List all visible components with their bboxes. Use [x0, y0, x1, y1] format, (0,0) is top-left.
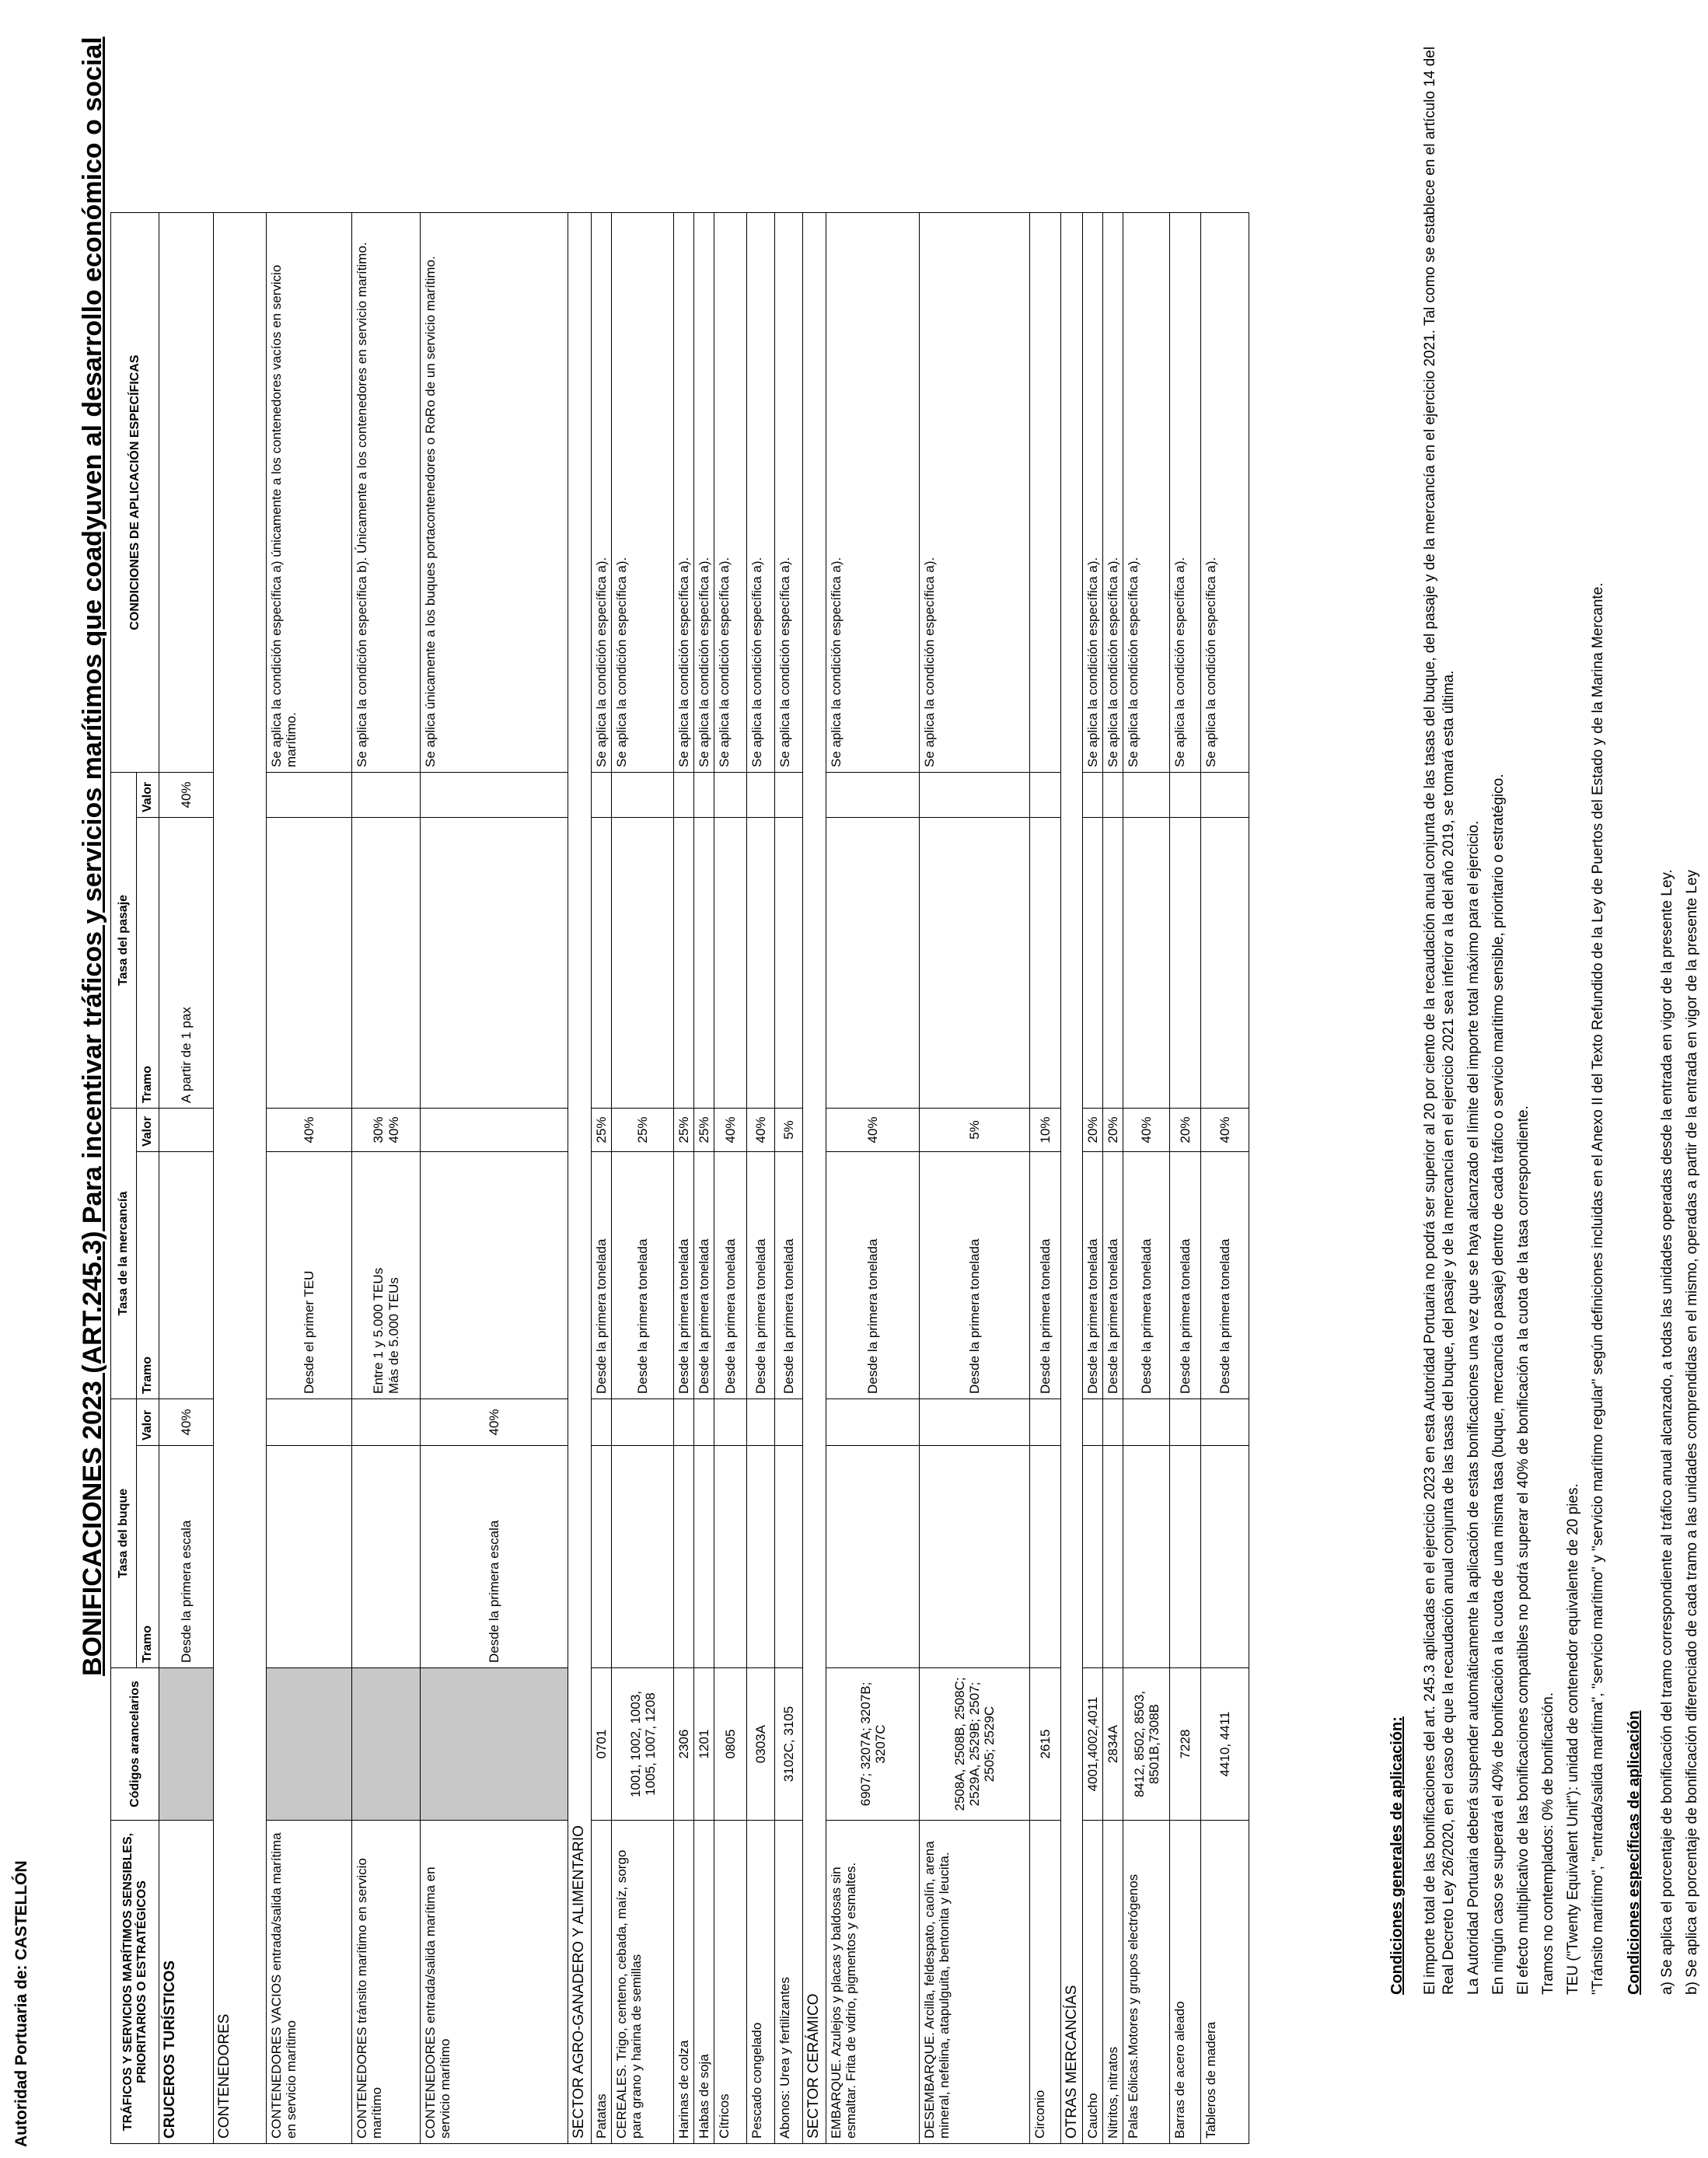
table-row [775, 213, 803, 2144]
pasaje-valor-cell [1030, 773, 1061, 818]
section-heading: OTRAS MERCANCÍAS [1061, 213, 1083, 2144]
label-cell: Barras de acero aleado [1170, 1821, 1201, 2144]
condiciones-cell: Se aplica la condición específica a). [920, 213, 1030, 773]
mercancia-tramo-cell: Entre 1 y 5.000 TEUs Más de 5.000 TEUs [352, 1152, 421, 1399]
buque-tramo-cell [747, 1446, 775, 1668]
buque-tramo-cell [826, 1446, 920, 1668]
buque-valor-cell [747, 1399, 775, 1446]
label-cell: CEREALES. Trigo, centeno, cebada, maíz, sorgo para grano y harina de semillas [612, 1821, 674, 2144]
pasaje-tramo-cell [352, 818, 421, 1109]
mercancia-tramo-cell: Desde la primera tonelada [1083, 1152, 1103, 1399]
condiciones-cell: Se aplica la condición específica a). [1201, 213, 1249, 773]
header-valor: Valor [137, 1109, 159, 1152]
pasaje-valor-cell [714, 773, 747, 818]
pasaje-valor-cell [1201, 773, 1249, 818]
table-row [1083, 213, 1103, 2144]
codes-cell: 1001, 1002, 1003, 1005, 1007, 1208 [612, 1668, 674, 1821]
label-cell: CONTENEDORES VACIOS entrada/salida marítima en servicio marítimo [267, 1821, 352, 2144]
pasaje-tramo-cell: A partir de 1 pax [159, 818, 214, 1109]
mercancia-valor-cell: 40% [714, 1109, 747, 1152]
table-row [159, 213, 214, 2144]
condiciones-cell: Se aplica la condición específica a). [826, 213, 920, 773]
table-row [920, 213, 1030, 2144]
buque-tramo-cell [714, 1446, 747, 1668]
table-body [159, 213, 1249, 2144]
buque-valor-cell [694, 1399, 714, 1446]
pasaje-tramo-cell [775, 818, 803, 1109]
pasaje-valor-cell [775, 773, 803, 818]
pasaje-tramo-cell [826, 818, 920, 1109]
header-tasa-pasaje: Tasa del pasaje [111, 773, 137, 1109]
label-cell: Circonio [1030, 1821, 1061, 2144]
label-cell: Harinas de colza [674, 1821, 694, 2144]
codes-cell: 4001,4002,4011 [1083, 1668, 1103, 1821]
pasaje-tramo-cell [421, 818, 568, 1109]
section-row [214, 213, 267, 2144]
buque-tramo-cell [612, 1446, 674, 1668]
mercancia-valor-cell: 25% [674, 1109, 694, 1152]
condiciones-cell: Se aplica la condición específica a). [1083, 213, 1103, 773]
mercancia-valor-cell: 20% [1083, 1109, 1103, 1152]
mercancia-tramo-cell [421, 1152, 568, 1399]
buque-tramo-cell [267, 1446, 352, 1668]
pasaje-tramo-cell [1123, 818, 1170, 1109]
condiciones-cell [159, 213, 214, 773]
general-condition-item: "Tránsito marítimo", "entrada/salida marítima", "servicio marítimo" y "servicio marítimo regular" según definiciones incluidas en el Anexo II del Texto Refundido de la Ley de Puertos del Estado y de la Marina Mercante. [1589, 582, 1606, 1995]
buque-tramo-cell [694, 1446, 714, 1668]
pasaje-valor-cell [1170, 773, 1201, 818]
buque-tramo-cell [1201, 1446, 1249, 1668]
buque-tramo-cell [1170, 1446, 1201, 1668]
specific-conditions-heading: Condiciones específicas de aplicación [1625, 1710, 1643, 1995]
table-row [674, 213, 694, 2144]
condiciones-cell: Se aplica la condición específica a). [592, 213, 612, 773]
condiciones-cell: Se aplica la condición específica a). [1170, 213, 1201, 773]
table-row [1103, 213, 1123, 2144]
mercancia-valor-cell: 40% [747, 1109, 775, 1152]
buque-valor-cell [920, 1399, 1030, 1446]
label-cell: Palas Eólicas.Motores y grupos electrógenos [1123, 1821, 1170, 2144]
buque-tramo-cell [674, 1446, 694, 1668]
table-row [747, 213, 775, 2144]
buque-valor-cell [612, 1399, 674, 1446]
label-cell: Tableros de madera [1201, 1821, 1249, 2144]
document-title: BONIFICACIONES 2023 (ART.245.3) Para incentivar tráficos y servicios marítimos que coadyuven al desarrollo económico o social [78, 37, 107, 1676]
section-row [803, 213, 826, 2144]
mercancia-tramo-cell: Desde la primera tonelada [747, 1152, 775, 1399]
header-traficos: TRÁFICOS Y SERVICIOS MARÍTIMOS SENSIBLES, PRIORITARIOS O ESTRATÉGICOS [111, 1821, 159, 2144]
mercancia-valor-cell: 5% [920, 1109, 1030, 1152]
codes-cell: 0303A [747, 1668, 775, 1821]
specific-condition-item: a) Se aplica el porcentaje de bonificación del tramo correspondiente al tráfico anual alcanzado, a todas las unidades operadas desde la entrada en vigor de la presente Ley. [1658, 869, 1675, 1995]
mercancia-tramo-cell: Desde la primera tonelada [592, 1152, 612, 1399]
mercancia-valor-cell: 10% [1030, 1109, 1061, 1152]
mercancia-valor-cell: 40% [267, 1109, 352, 1152]
mercancia-tramo-cell: Desde la primera tonelada [1170, 1152, 1201, 1399]
pasaje-tramo-cell [694, 818, 714, 1109]
section-heading: SECTOR AGRO-GANADERO Y ALIMENTARIO [568, 213, 592, 2144]
codes-cell [352, 1668, 421, 1821]
mercancia-valor-cell [159, 1109, 214, 1152]
buque-valor-cell: 40% [421, 1399, 568, 1446]
label-cell: Cítricos [714, 1821, 747, 2144]
mercancia-tramo-cell: Desde el primer TEU [267, 1152, 352, 1399]
buque-tramo-cell [352, 1446, 421, 1668]
buque-valor-cell [714, 1399, 747, 1446]
table-row [267, 213, 352, 2144]
codes-cell: 2615 [1030, 1668, 1061, 1821]
mercancia-valor-cell [421, 1109, 568, 1152]
codes-cell: 7228 [1170, 1668, 1201, 1821]
buque-valor-cell [1201, 1399, 1249, 1446]
pasaje-valor-cell [1103, 773, 1123, 818]
pasaje-valor-cell [674, 773, 694, 818]
notes-block [1388, 20, 1708, 1995]
table-row [592, 213, 612, 2144]
specific-conditions-list [1658, 20, 1702, 1995]
pasaje-valor-cell [592, 773, 612, 818]
codes-cell: 4410, 4411 [1201, 1668, 1249, 1821]
pasaje-valor-cell [920, 773, 1030, 818]
codes-cell: 2306 [674, 1668, 694, 1821]
pasaje-tramo-cell [674, 818, 694, 1109]
pasaje-valor-cell [267, 773, 352, 818]
mercancia-tramo-cell: Desde la primera tonelada [1103, 1152, 1123, 1399]
label-cell: Patatas [592, 1821, 612, 2144]
buque-valor-cell: 40% [159, 1399, 214, 1446]
codes-cell: 1201 [694, 1668, 714, 1821]
general-condition-item: En ningún caso se superará el 40% de bonificación a la cuota de una misma tasa (buque, mercancía o pasaje) dentro de cada tráfico o servicio marítimo sensible, prioritario o estratégico. [1490, 773, 1507, 1995]
buque-valor-cell [1103, 1399, 1123, 1446]
pasaje-tramo-cell [747, 818, 775, 1109]
pasaje-valor-cell [1083, 773, 1103, 818]
mercancia-valor-cell: 20% [1170, 1109, 1201, 1152]
buque-valor-cell [1083, 1399, 1103, 1446]
table-row [1030, 213, 1061, 2144]
buque-valor-cell [1030, 1399, 1061, 1446]
mercancia-tramo-cell: Desde la primera tonelada [1030, 1152, 1061, 1399]
pasaje-tramo-cell [920, 818, 1030, 1109]
pasaje-valor-cell [826, 773, 920, 818]
general-condition-item: TEU ("Twenty Equivalent Unit"): unidad de contenedor equivalente de 20 pies. [1564, 1483, 1581, 1995]
label-cell: Habas de soja [694, 1821, 714, 2144]
label-cell: CONTENEDORES tránsito marítimo en servicio marítimo [352, 1821, 421, 2144]
buque-tramo-cell [920, 1446, 1030, 1668]
condiciones-cell: Se aplica la condición específica a). [1123, 213, 1170, 773]
mercancia-valor-cell: 40% [1123, 1109, 1170, 1152]
pasaje-tramo-cell [714, 818, 747, 1109]
mercancia-tramo-cell: Desde la primera tonelada [1123, 1152, 1170, 1399]
general-conditions-heading: Condiciones generales de aplicación: [1388, 1716, 1406, 1995]
pasaje-valor-cell [747, 773, 775, 818]
codes-cell [267, 1668, 352, 1821]
label-cell: CONTENEDORES entrada/salida marítima en servicio marítimo [421, 1821, 568, 2144]
mercancia-tramo-cell: Desde la primera tonelada [775, 1152, 803, 1399]
general-condition-item: El efecto multiplicativo de las bonificaciones compatibles no podrá superar el 40% de bonificación a la cuota de la tasa correspondiente. [1514, 1105, 1532, 1995]
mercancia-valor-cell: 40% [826, 1109, 920, 1152]
condiciones-cell [1030, 213, 1061, 773]
general-conditions-list [1421, 20, 1608, 1995]
buque-tramo-cell [775, 1446, 803, 1668]
condiciones-cell: Se aplica la condición específica a). [1103, 213, 1123, 773]
buque-tramo-cell [1103, 1446, 1123, 1668]
table-row [1170, 213, 1201, 2144]
condiciones-cell: Se aplica la condición específica b). Únicamente a los contenedores en servicio marítimo. [352, 213, 421, 773]
codes-cell: 0805 [714, 1668, 747, 1821]
section-row [568, 213, 592, 2144]
pasaje-tramo-cell [612, 818, 674, 1109]
table-row [826, 213, 920, 2144]
header-condiciones: CONDICIONES DE APLICACIÓN ESPECÍFICAS [111, 213, 159, 773]
condiciones-cell: Se aplica la condición específica a) únicamente a los contenedores vacíos en servicio marítimo. [267, 213, 352, 773]
codes-cell: 0701 [592, 1668, 612, 1821]
mercancia-valor-cell: 5% [775, 1109, 803, 1152]
header-tasa-buque: Tasa del buque [111, 1399, 137, 1668]
pasaje-tramo-cell [1030, 818, 1061, 1109]
label-cell: Nitritos, nitratos [1103, 1821, 1123, 2144]
mercancia-valor-cell: 30% 40% [352, 1109, 421, 1152]
condiciones-cell: Se aplica únicamente a los buques portacontenedores o RoRo de un servicio marítimo. [421, 213, 568, 773]
codes-cell: 6907; 3207A; 3207B; 3207C [826, 1668, 920, 1821]
table-row [1123, 213, 1170, 2144]
pasaje-tramo-cell [1083, 818, 1103, 1109]
pasaje-valor-cell [1123, 773, 1170, 818]
pasaje-valor-cell: 40% [159, 773, 214, 818]
codes-cell [159, 1668, 214, 1821]
codes-cell [421, 1668, 568, 1821]
mercancia-tramo-cell: Desde la primera tonelada [674, 1152, 694, 1399]
codes-cell: 2508A, 2508B, 2508C; 2529A, 2529B; 2507; 2505; 2529C [920, 1668, 1030, 1821]
mercancia-tramo-cell [159, 1152, 214, 1399]
buque-tramo-cell: Desde la primera escala [421, 1446, 568, 1668]
codes-cell: 3102C, 3105 [775, 1668, 803, 1821]
pasaje-valor-cell [612, 773, 674, 818]
bonificaciones-table [110, 212, 1249, 2144]
pasaje-tramo-cell [592, 818, 612, 1109]
mercancia-valor-cell: 25% [612, 1109, 674, 1152]
pasaje-valor-cell [421, 773, 568, 818]
general-condition-item: La Autoridad Portuaria deberá suspender automáticamente la aplicación de estas bonificaciones una vez que se haya alcanzado el límite del importe total máximo para el ejercicio. [1465, 820, 1483, 1995]
mercancia-tramo-cell: Desde la primera tonelada [1201, 1152, 1249, 1399]
section-heading: CONTENEDORES [214, 213, 267, 2144]
buque-valor-cell [826, 1399, 920, 1446]
mercancia-valor-cell: 25% [592, 1109, 612, 1152]
buque-tramo-cell [592, 1446, 612, 1668]
buque-valor-cell [775, 1399, 803, 1446]
buque-valor-cell [1123, 1399, 1170, 1446]
label-cell: Pescado congelado [747, 1821, 775, 2144]
buque-valor-cell [592, 1399, 612, 1446]
header-valor: Valor [137, 1399, 159, 1446]
general-condition-item: El importe total de las bonificaciones del art. 245.3 aplicadas en el ejercicio 2023 en esta Autoridad Portuaria no podrá ser superior al 20 por ciento de la recaudación anual conjunta de las tasas del buque, del pasaje y de la mercancía en el ejercicio 2021. Tal como se establece en el artículo 14 del Real Decreto Ley 26/2020, en el caso de que la recaudación anual conjunta de las tasas del buque, del pasaje y de la mercancía en el ejercicio 2021 sea inferior a la del año 2019, se tomará esta última. [1422, 46, 1458, 1995]
condiciones-cell: Se aplica la condición específica a). [714, 213, 747, 773]
label-cell: Caucho [1083, 1821, 1103, 2144]
codes-cell: 8412, 8502, 8503, 8501B,7308B [1123, 1668, 1170, 1821]
header-tramo: Tramo [137, 1152, 159, 1399]
table-row [421, 213, 568, 2144]
table-row [612, 213, 674, 2144]
table-row [714, 213, 747, 2144]
pasaje-valor-cell [694, 773, 714, 818]
buque-tramo-cell [1083, 1446, 1103, 1668]
buque-valor-cell [674, 1399, 694, 1446]
buque-valor-cell [352, 1399, 421, 1446]
mercancia-tramo-cell: Desde la primera tonelada [920, 1152, 1030, 1399]
header-tasa-mercancia: Tasa de la mercancía [111, 1109, 137, 1399]
header-valor: Valor [137, 773, 159, 818]
mercancia-valor-cell: 40% [1201, 1109, 1249, 1152]
port-authority-label: Autoridad Portuaria de: CASTELLÓN [12, 1860, 30, 2147]
table-row [1201, 213, 1249, 2144]
section-heading: SECTOR CERÁMICO [803, 213, 826, 2144]
buque-valor-cell [267, 1399, 352, 1446]
mercancia-valor-cell: 20% [1103, 1109, 1123, 1152]
general-condition-item: Tramos no contemplados: 0% de bonificación. [1539, 1692, 1556, 1995]
condiciones-cell: Se aplica la condición específica a). [747, 213, 775, 773]
label-cell: EMBARQUE. Azulejos y placas y baldosas sin esmaltar. Frita de vidrio, pigmentos y esmaltes. [826, 1821, 920, 2144]
pasaje-tramo-cell [267, 818, 352, 1109]
buque-tramo-cell: Desde la primera escala [159, 1446, 214, 1668]
header-codigos: Códigos arancelarios [111, 1668, 159, 1821]
table-row [352, 213, 421, 2144]
condiciones-cell: Se aplica la condición específica a). [674, 213, 694, 773]
pasaje-tramo-cell [1170, 818, 1201, 1109]
pasaje-tramo-cell [1201, 818, 1249, 1109]
condiciones-cell: Se aplica la condición específica a). [694, 213, 714, 773]
label-cell: Abonos: Urea y fertilizantes [775, 1821, 803, 2144]
buque-valor-cell [1170, 1399, 1201, 1446]
mercancia-tramo-cell: Desde la primera tonelada [826, 1152, 920, 1399]
pasaje-valor-cell [352, 773, 421, 818]
table-row [694, 213, 714, 2144]
mercancia-tramo-cell: Desde la primera tonelada [612, 1152, 674, 1399]
mercancia-tramo-cell: Desde la primera tonelada [694, 1152, 714, 1399]
section-row [1061, 213, 1083, 2144]
condiciones-cell: Se aplica la condición específica a). [612, 213, 674, 773]
label-cell: CRUCEROS TURÍSTICOS [159, 1821, 214, 2144]
header-tramo: Tramo [137, 818, 159, 1109]
header-tramo: Tramo [137, 1446, 159, 1668]
label-cell: DESEMBARQUE. Arcilla, feldespato, caolín, arena mineral, nefelina, atapulguita, bentonita y leucita. [920, 1821, 1030, 2144]
codes-cell: 2834A [1103, 1668, 1123, 1821]
mercancia-tramo-cell: Desde la primera tonelada [714, 1152, 747, 1399]
condiciones-cell: Se aplica la condición específica a). [775, 213, 803, 773]
specific-condition-item: b) Se aplica el porcentaje de bonificación diferenciado de cada tramo a las unidades comprendidas en el mismo, operadas a partir de la entrada en vigor de la presente Ley [1683, 870, 1700, 1995]
pasaje-tramo-cell [1103, 818, 1123, 1109]
buque-tramo-cell [1030, 1446, 1061, 1668]
mercancia-valor-cell: 25% [694, 1109, 714, 1152]
buque-tramo-cell [1123, 1446, 1170, 1668]
